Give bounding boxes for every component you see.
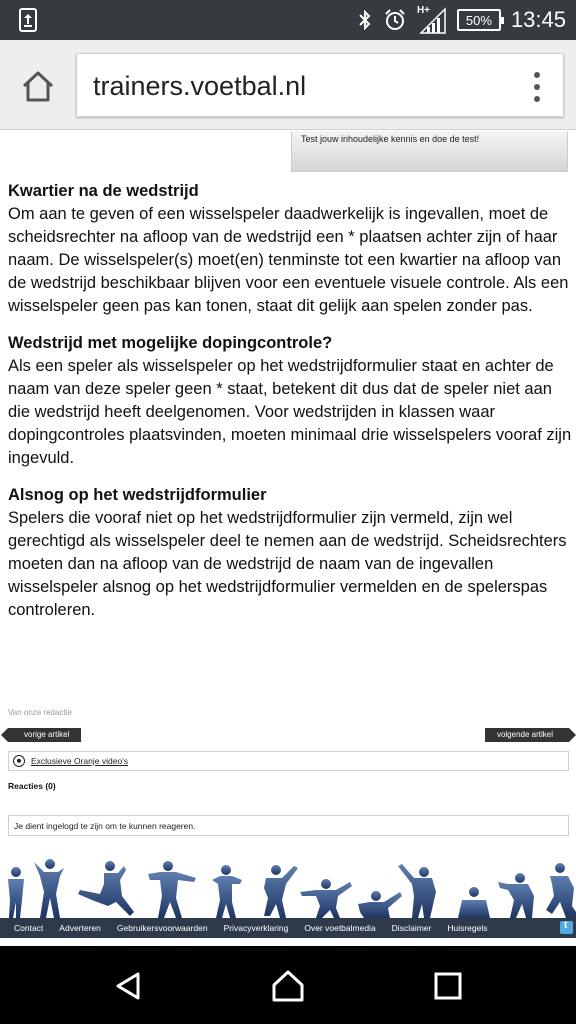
site-footer [0,918,576,938]
bluetooth-icon [357,8,373,32]
football-icon [13,755,25,767]
players-silhouette-banner [0,852,576,918]
next-article-button[interactable]: volgende artikel [485,728,569,742]
home-nav-icon[interactable] [270,968,306,1004]
article-section [8,332,572,470]
footer-link-gebruikersvoorwaarden[interactable]: Gebruikersvoorwaarden [116,923,208,933]
system-navigation-bar [0,946,576,1024]
article-body [8,180,572,636]
alarm-icon [383,8,407,32]
footer-link-privacyverklaring[interactable]: Privacyverklaring [223,923,289,933]
section-text: Als een speler als wisselspeler op het wedstrijdformulier staat en achter de naam van deze speler geen * staat, betekent dit dus dat de speler niet aan die wedstrijd heeft deelgenomen. Voor wedstrijden in klassen waar dopingcontroles plaatsvinden, moeten minimaal drie wisselspelers vooraf zijn ingevuld. [8,357,572,467]
status-icons [357,0,566,40]
section-heading: Alsnog op het wedstrijdformulier [8,486,267,504]
browser-toolbar [0,40,576,130]
section-text: Spelers die vooraf niet op het wedstrijdformulier zijn vermeld, zijn wel gerechtigd als wisselspeler deel te nemen aan de wedstrijd. Scheidsrechters moeten dan na afloop van de wedstrijd de naam van de ingevallen wisselspeler alsnog op het wedstrijdformulier vermelden en de spelerspas controleren. [8,509,567,619]
footer-link-adverteren[interactable]: Adverteren [59,923,101,933]
byline: Van onze redactie [8,708,72,717]
overflow-menu-icon[interactable] [533,72,541,102]
battery-indicator [457,9,501,31]
login-notice-box [8,815,569,836]
back-icon[interactable] [110,968,146,1004]
address-bar[interactable] [76,53,564,117]
url-text: trainers.voetbal.nl [93,71,307,101]
footer-link-disclaimer[interactable]: Disclaimer [391,923,432,933]
promo-banner[interactable] [291,131,568,172]
section-heading: Kwartier na de wedstrijd [8,182,199,200]
video-link-box [8,751,569,771]
section-heading: Wedstrijd met mogelijke dopingcontrole? [8,334,333,352]
status-bar [0,0,576,40]
login-notice: Je dient ingelogd te zijn om te kunnen reageren. [14,821,196,831]
status-time: 13:45 [510,7,566,32]
home-icon[interactable] [18,66,58,106]
battery-level: 50% [465,12,492,28]
screenshot-notification-icon [18,8,38,32]
signal-icon [417,5,447,35]
network-type-label: H+ [416,5,430,16]
reactions-count: Reacties (0) [8,781,56,791]
promo-text: Test jouw inhoudelijke kennis en doe de test! [301,134,480,144]
video-link[interactable]: Exclusieve Oranje video's [31,756,129,766]
recent-apps-icon[interactable] [430,968,466,1004]
article-section [8,180,572,318]
footer-link-huisregels[interactable]: Huisregels [447,923,488,933]
footer-link-contact[interactable]: Contact [14,923,44,933]
previous-article-button[interactable]: vorige artikel [8,728,81,742]
section-text: Om aan te geven of een wisselspeler daadwerkelijk is ingevallen, moet de scheidsrechter na afloop van de wedstrijd een * plaatsen achter zijn of haar naam. De wisselspeler(s) moet(en) tenminste tot een kwartier na afloop van de wedstrijd beschikbaar blijven voor een eventuele visuele controle. Als een wisselspeler geen pas kan tonen, staat dit gelijk aan spelen zonder pas. [8,205,569,315]
article-section [8,484,572,622]
twitter-icon[interactable] [560,921,573,934]
footer-link-over-voetbalmedia[interactable]: Over voetbalmedia [304,923,376,933]
